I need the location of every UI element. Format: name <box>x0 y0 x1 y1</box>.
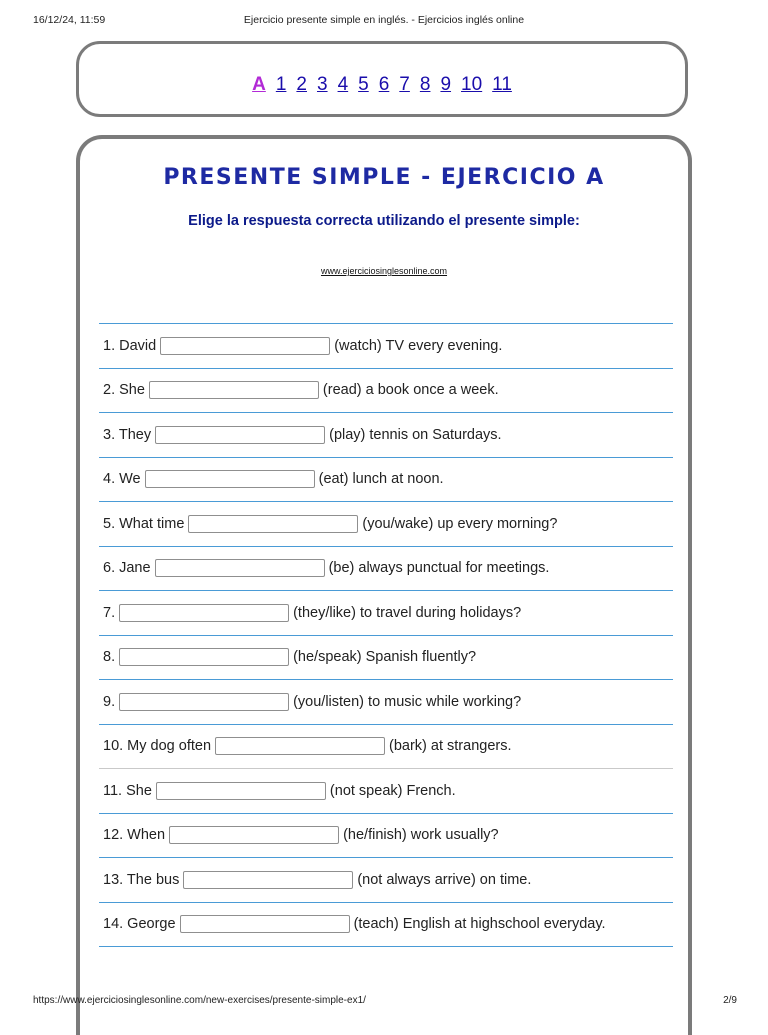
question-suffix: (be) always punctual for meetings. <box>328 560 550 577</box>
question-suffix: (play) tennis on Saturdays. <box>329 426 502 443</box>
question-prefix: 5. What time <box>103 515 185 532</box>
answer-input[interactable] <box>119 604 289 622</box>
exercise-nav-links <box>79 74 685 96</box>
question-row <box>99 323 673 368</box>
answer-input[interactable] <box>180 915 350 933</box>
print-url: https://www.ejerciciosinglesonline.com/new-exercises/presente-simple-ex1/ <box>33 995 366 1006</box>
question-suffix: (he/speak) Spanish fluently? <box>293 649 477 666</box>
question-suffix: (watch) TV every evening. <box>334 337 503 354</box>
question-suffix: (you/wake) up every morning? <box>362 515 558 532</box>
question-row <box>99 457 673 502</box>
nav-link-1[interactable]: 1 <box>275 74 287 95</box>
answer-input[interactable] <box>155 426 325 444</box>
nav-link-5[interactable]: 5 <box>358 74 369 95</box>
question-row <box>99 768 673 813</box>
print-footer <box>0 995 768 1011</box>
question-suffix: (he/finish) work usually? <box>343 827 499 844</box>
nav-link-3[interactable]: 3 <box>316 74 328 95</box>
question-prefix: 12. When <box>103 827 166 844</box>
question-suffix: (not speak) French. <box>329 782 456 799</box>
question-prefix: 8. <box>103 649 116 666</box>
question-prefix: 1. David <box>103 337 157 354</box>
question-prefix: 7. <box>103 604 116 621</box>
question-suffix: (read) a book once a week. <box>322 382 499 399</box>
question-suffix: (teach) English at highschool everyday. <box>353 916 606 933</box>
question-row <box>99 546 673 591</box>
exercise-panel <box>76 135 692 1035</box>
nav-link-11[interactable]: 11 <box>492 74 512 95</box>
question-prefix: 10. My dog often <box>103 738 212 755</box>
question-row <box>99 501 673 546</box>
print-page-title: Ejercicio presente simple en inglés. - Ejercicios inglés online <box>243 14 525 26</box>
question-row <box>99 679 673 724</box>
nav-link-2[interactable]: 2 <box>296 74 307 95</box>
nav-link-6[interactable]: 6 <box>378 74 390 95</box>
question-prefix: 13. The bus <box>103 871 180 888</box>
question-row <box>99 724 673 769</box>
nav-link-7[interactable]: 7 <box>399 74 410 95</box>
question-prefix: 2. She <box>103 382 145 399</box>
question-prefix: 14. George <box>103 916 176 933</box>
question-row <box>99 857 673 902</box>
nav-link-10[interactable]: 10 <box>461 74 483 95</box>
nav-link-a[interactable]: A <box>252 74 266 95</box>
nav-link-8[interactable]: 8 <box>419 74 431 95</box>
question-row <box>99 590 673 635</box>
exercise-title: PRESENTE SIMPLE - EJERCICIO A <box>163 165 605 190</box>
site-link[interactable] <box>80 266 688 276</box>
nav-link-9[interactable]: 9 <box>440 74 452 95</box>
answer-input[interactable] <box>169 826 339 844</box>
exercise-instructions: Elige la respuesta correcta utilizando el presente simple: <box>188 213 580 229</box>
question-suffix: (bark) at strangers. <box>389 738 512 755</box>
answer-input[interactable] <box>149 381 319 399</box>
answer-input[interactable] <box>119 693 289 711</box>
question-row <box>99 813 673 858</box>
site-link-text[interactable]: www.ejerciciosinglesonline.com <box>320 266 448 276</box>
question-prefix: 3. They <box>103 426 152 443</box>
question-list <box>99 323 673 948</box>
question-row <box>99 902 673 947</box>
question-suffix: (not always arrive) on time. <box>357 871 532 888</box>
divider <box>99 946 673 948</box>
question-suffix: (you/listen) to music while working? <box>293 693 522 710</box>
answer-input[interactable] <box>145 470 315 488</box>
question-prefix: 9. <box>103 693 116 710</box>
question-prefix: 11. She <box>103 782 152 799</box>
answer-input[interactable] <box>156 782 326 800</box>
exercise-nav-box <box>76 41 688 117</box>
print-date: 16/12/24, 11:59 <box>33 14 106 26</box>
question-row <box>99 368 673 413</box>
question-prefix: 4. We <box>103 471 141 488</box>
answer-input[interactable] <box>160 337 330 355</box>
question-suffix: (eat) lunch at noon. <box>318 471 444 488</box>
question-row <box>99 635 673 680</box>
question-row <box>99 412 673 457</box>
answer-input[interactable] <box>183 871 353 889</box>
question-suffix: (they/like) to travel during holidays? <box>293 604 522 621</box>
answer-input[interactable] <box>119 648 289 666</box>
nav-link-4[interactable]: 4 <box>337 74 349 95</box>
answer-input[interactable] <box>188 515 358 533</box>
print-page-number: 2/9 <box>723 995 737 1006</box>
print-header <box>0 14 768 30</box>
answer-input[interactable] <box>155 559 325 577</box>
question-prefix: 6. Jane <box>103 560 151 577</box>
answer-input[interactable] <box>215 737 385 755</box>
